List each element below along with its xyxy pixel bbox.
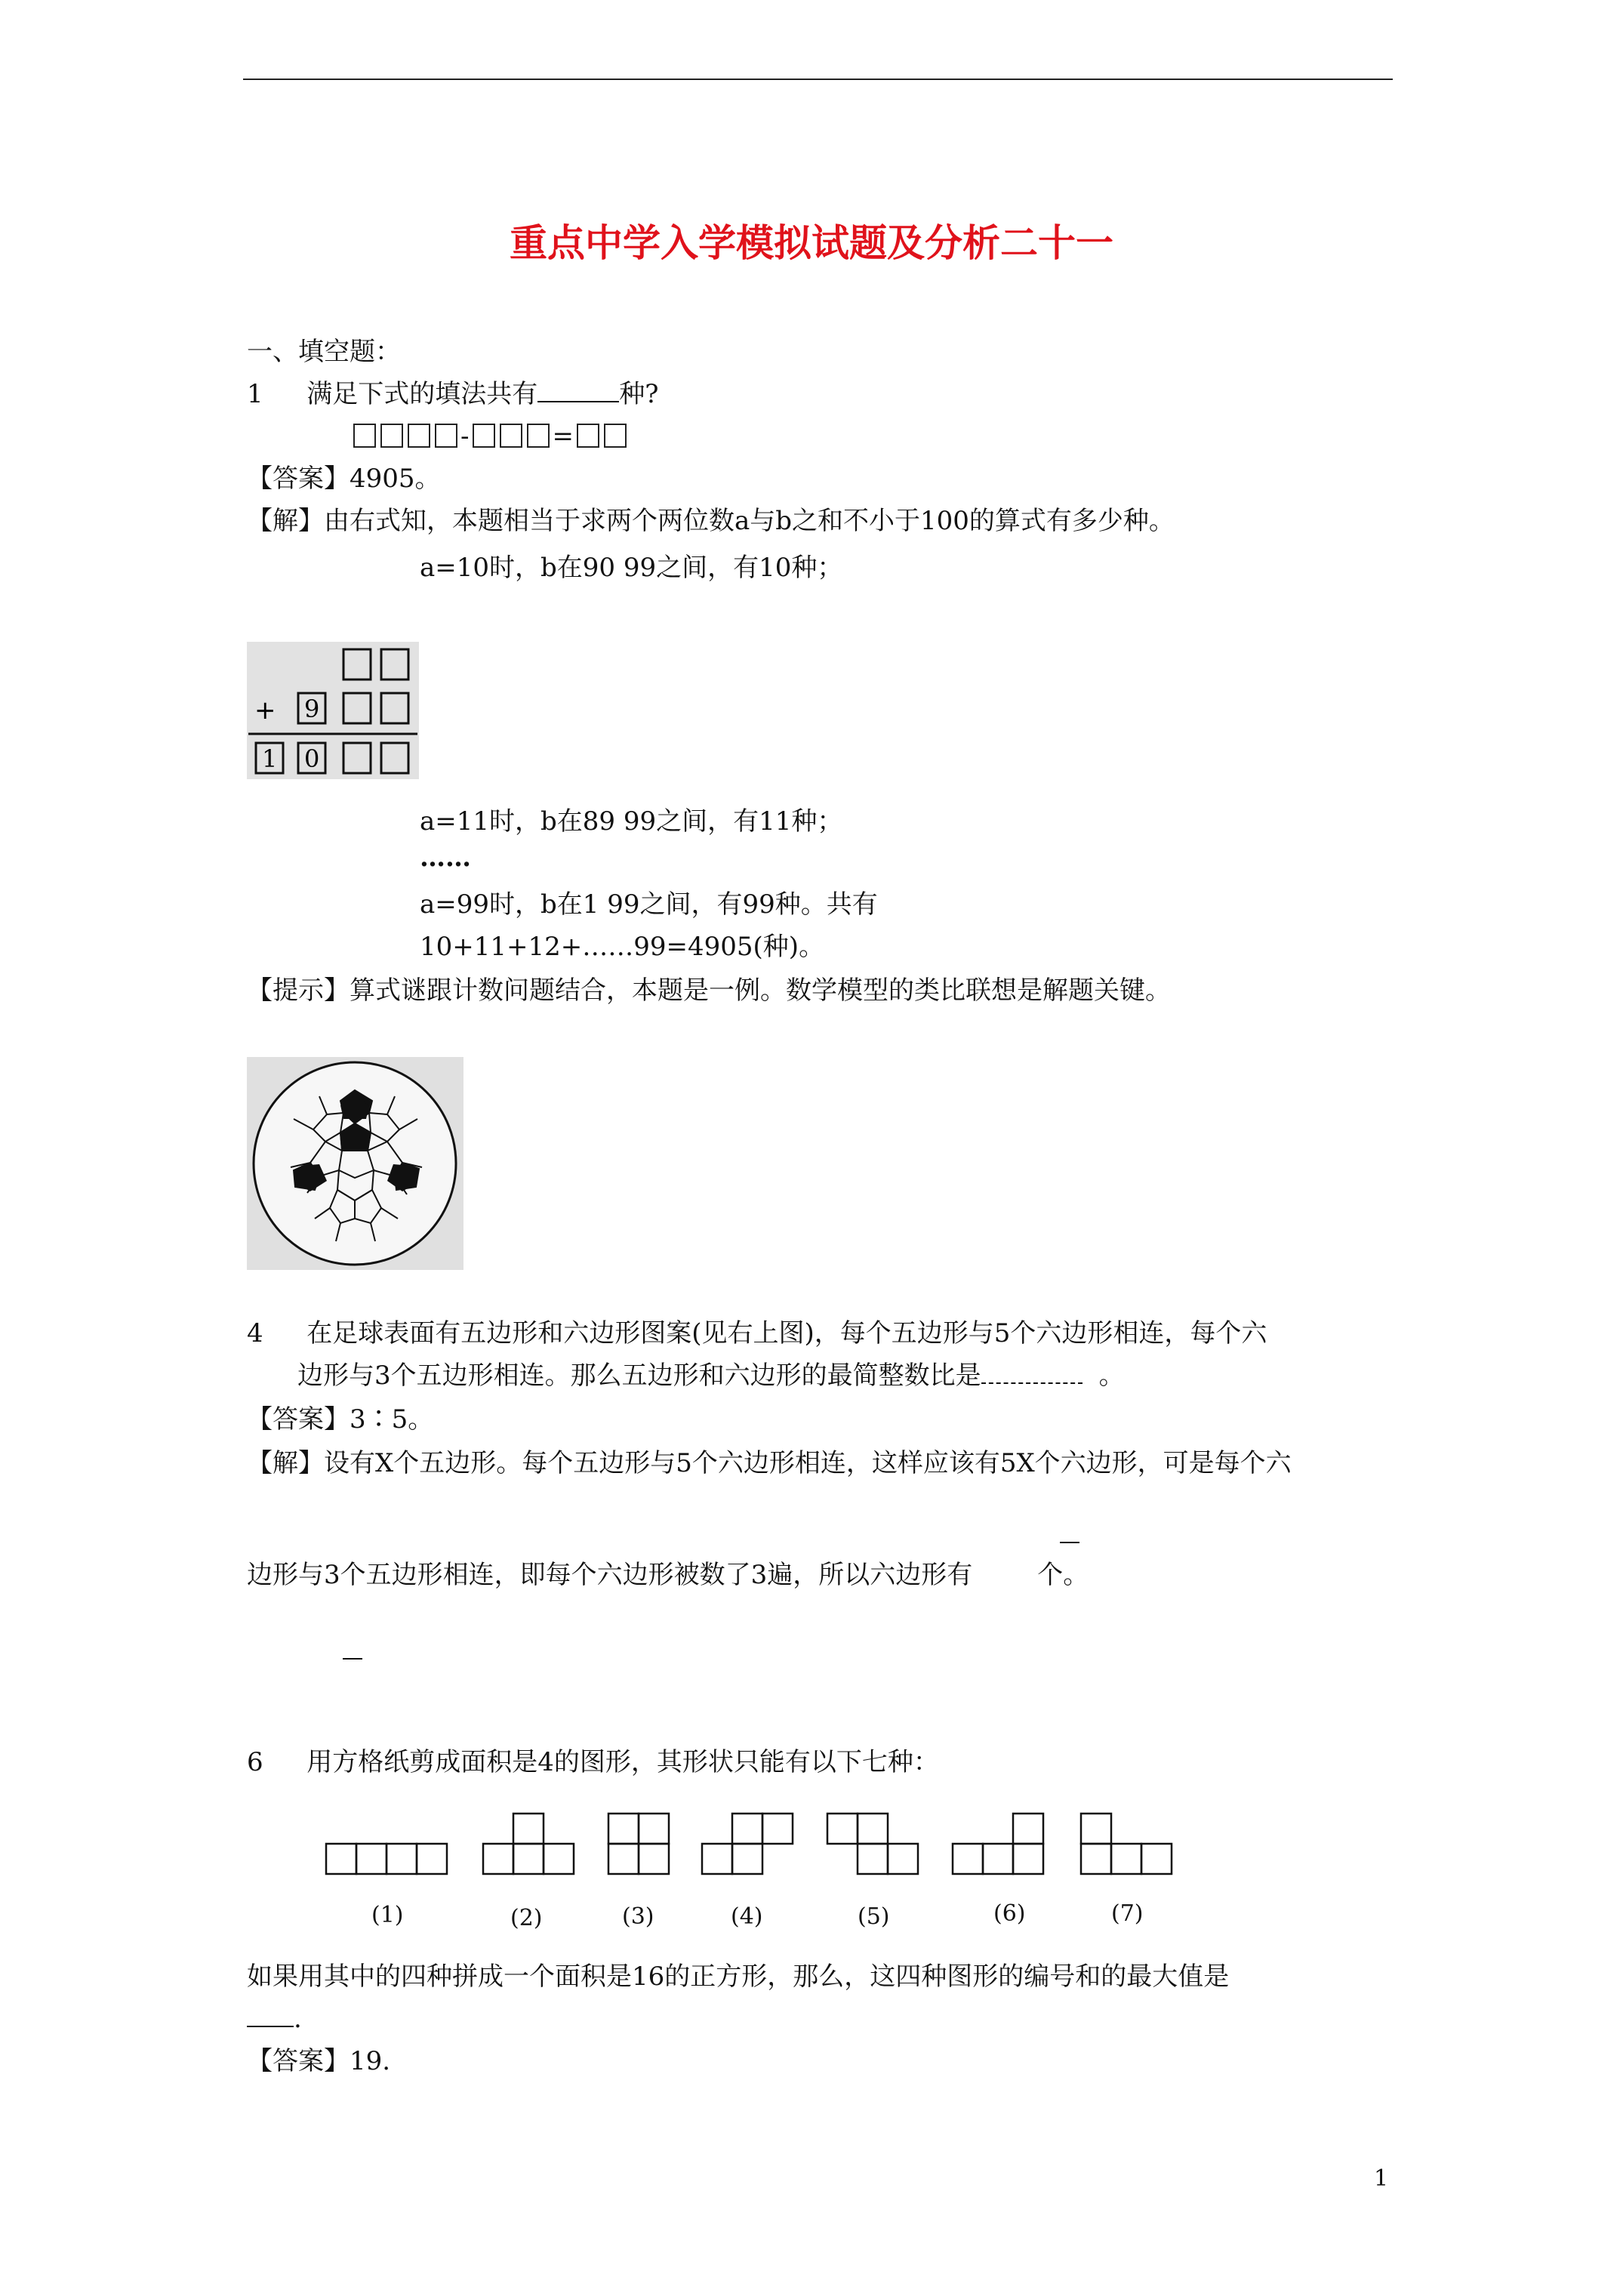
q1-case-99: a=99时，b在1 99之间，有99种。共有 (420, 889, 878, 920)
q6-answer: 【答案】19. (247, 2046, 391, 2076)
digit-box (380, 424, 403, 448)
q4-text-2b: 。 (1098, 1361, 1125, 1391)
fraction-bar (1060, 1542, 1079, 1543)
q4-text-explain2a: 边形与3个五边形相连，即每个六边形被数了3遍，所以六边形有 (247, 1560, 973, 1590)
q4-text-explain2b: 个。 (1037, 1560, 1089, 1590)
equals-sign: = (552, 421, 574, 451)
addition-puzzle-figure (247, 642, 419, 779)
figure-digit: 9 (304, 695, 320, 723)
q1-text-a: 满足下式的填法共有 (306, 379, 538, 409)
digit-box (527, 424, 550, 448)
digit-box (473, 424, 495, 448)
shape-label: (1) (371, 1902, 404, 1928)
q4-text-2a: 边形与3个五边形相连。那么五边形和六边形的最简整数比是 (297, 1361, 981, 1391)
q1-number: 1 (247, 379, 263, 409)
q4-explanation-1: 【解】设有X个五边形。每个五边形与5个六边形相连，这样应该有5X个六边形，可是每个六 (247, 1448, 1292, 1478)
q1-ellipsis: …… (420, 843, 471, 873)
addition-puzzle-svg (247, 642, 419, 779)
q6-statement-line3 (247, 2002, 302, 2036)
answer-blank (537, 378, 619, 402)
q4-text-1: 在足球表面有五边形和六边形图案(见右上图)，每个五边形与5个六边形相连，每个六 (306, 1318, 1267, 1348)
shape-label: (7) (1111, 1900, 1144, 1927)
soccer-ball-figure (247, 1057, 463, 1270)
q1-case-11: a=11时，b在89 99之间，有11种； (420, 806, 843, 837)
q4-explanation-2 (247, 1558, 1089, 1592)
digit-box (353, 424, 376, 448)
answer-blank (247, 2003, 294, 2027)
shape-label: (5) (858, 1903, 890, 1930)
q1-statement (247, 378, 659, 411)
shape-label: (6) (993, 1900, 1026, 1927)
q1-text-b: 种? (619, 379, 659, 409)
fraction-bar (343, 1658, 362, 1660)
section-heading: 一、填空题： (247, 337, 401, 367)
q1-equation (353, 420, 631, 453)
q4-statement-line1 (247, 1317, 1267, 1350)
q4-answer: 【答案】3∶5。 (247, 1404, 434, 1435)
q4-statement-line2 (297, 1359, 1125, 1392)
plus-sign: + (254, 695, 276, 726)
header-rule (243, 79, 1393, 80)
q6-text-1: 用方格纸剪成面积是4的图形，其形状只能有以下七种： (306, 1747, 939, 1777)
soccer-ball-svg (247, 1057, 463, 1270)
digit-box (604, 424, 627, 448)
page-title: 重点中学入学模拟试题及分析二十一 (510, 221, 1113, 265)
figure-digit: 0 (304, 744, 320, 773)
q6-statement-line2: 如果用其中的四种拼成一个面积是16的正方形，那么，这四种图形的编号和的最大值是 (247, 1962, 1230, 1992)
digit-box (408, 424, 430, 448)
shape-label: (2) (510, 1905, 543, 1931)
shape-label: (4) (731, 1903, 763, 1930)
q6-statement (247, 1746, 939, 1779)
digit-box (577, 424, 599, 448)
q6-number: 6 (247, 1747, 263, 1777)
q1-sum: 10+11+12+……99=4905(种)。 (420, 932, 825, 962)
shape-label: (3) (622, 1903, 654, 1930)
page-number: 1 (1374, 2165, 1389, 2192)
tetromino-figure (317, 1803, 1208, 1946)
q1-explanation: 【解】由右式知，本题相当于求两个两位数a与b之和不小于100的算式有多少种。 (247, 506, 1175, 536)
q6-period: . (294, 2004, 302, 2034)
digit-box (500, 424, 522, 448)
q1-answer: 【答案】4905。 (247, 464, 441, 494)
minus-sign: - (460, 421, 470, 451)
q4-number: 4 (247, 1318, 263, 1348)
answer-blank (981, 1360, 1083, 1384)
q1-case-10: a=10时，b在90 99之间，有10种； (420, 553, 843, 583)
figure-digit: 1 (262, 744, 278, 773)
q1-hint: 【提示】算式谜跟计数问题结合，本题是一例。数学模型的类比联想是解题关键。 (247, 975, 1171, 1006)
digit-box (435, 424, 457, 448)
